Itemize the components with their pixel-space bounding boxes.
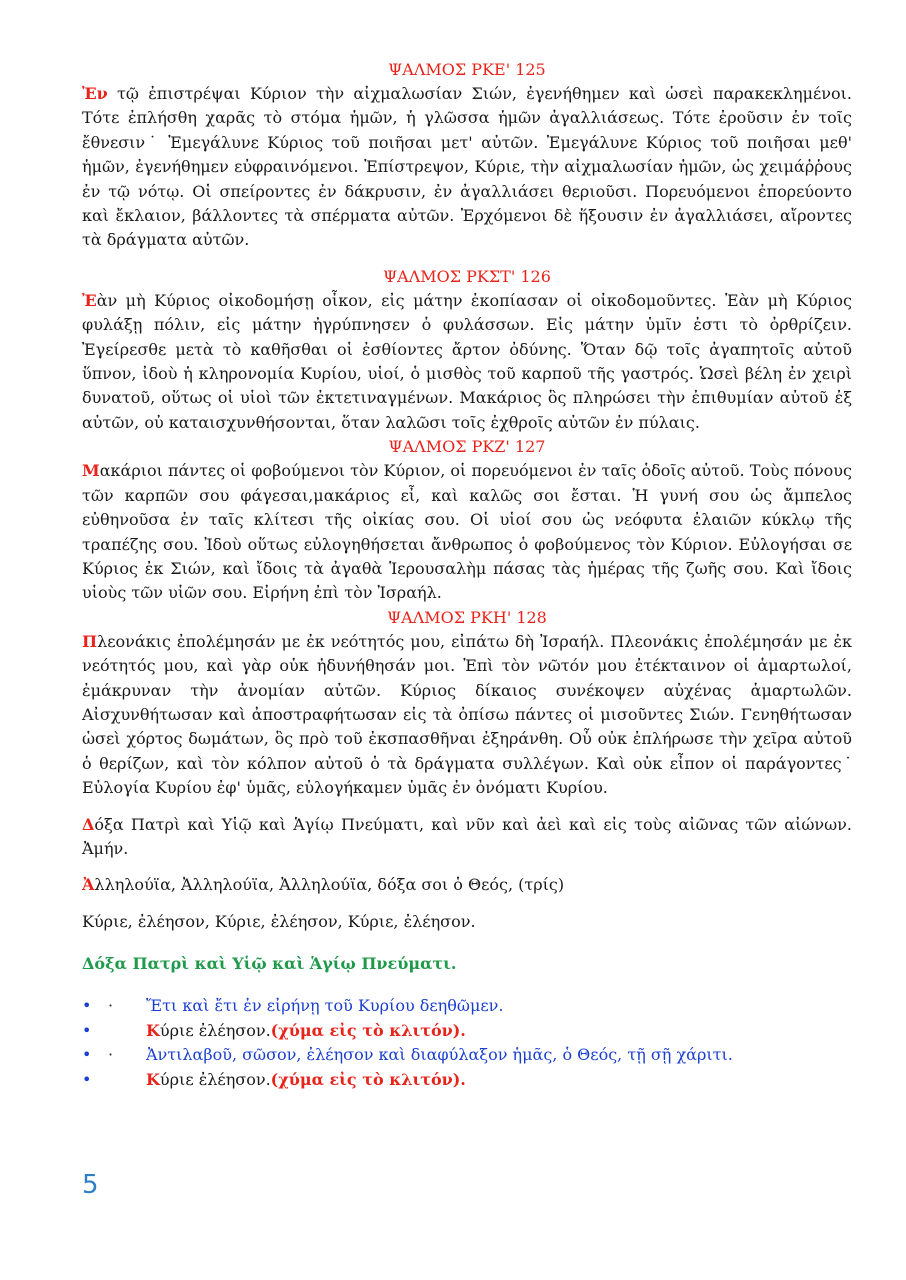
psalm-125-body: τῷ ἐπιστρέψαι Κύριον τὴν αἰχμαλωσίαν Σιών, ἐγενήθημεν καὶ ὡσεὶ παρακεκλημένοι. Τότε ἐπλήσθη χαρᾶς τὸ στόμα ἡμῶν, ἡ γλῶσσα ἡμῶν ἀγαλλιάσεως. Τότε ἐροῦσιν ἐν τοῖς ἔθνεσιν˙ Ἐμεγάλυνε Κύριος τοῦ ποιῆσαι μετ' αὐτῶν. Ἐμεγάλυνε Κύριος τοῦ ποιῆσαι μεθ' ἡμῶν, ἐγενήθημεν εὐφραινόμενοι. Ἐπίστρεψον, Κύριε, τὴν αἰχμαλωσίαν ἡμῶν, ὡς χειμάῤῥους ἐν τῷ νότῳ. Οἱ σπείροντες ἐν δάκρυσιν, ἐν ἀγαλλιάσει θεριοῦσι. Πορευόμενοι ἐπορεύοντο καὶ ἔκλαιον, βάλλοντες τὰ σπέρματα αὐτῶν. Ἐρχόμενοι δὲ ἥξουσιν ἐν ἀγαλλιάσει, αἴροντες τὰ δράγματα αὐτῶν. [82,84,852,250]
psalm-127-text [82,459,852,605]
litany-petition-2 [82,1043,852,1068]
psalm-126-body: ὰν μὴ Κύριος οἰκοδομήσῃ οἶκον, εἰς μάτην ἐκοπίασαν οἱ οἰκοδομοῦντες. Ἐὰν μὴ Κύριος φυλάξῃ πόλιν, εἰς μάτην ἠγρύπνησεν ὁ φυλάσσων. Εἰς μάτην ὑμῖν ἐστι τὸ ὀρθρίζειν. Ἐγείρεσθε μετὰ τὸ καθῆσθαι οἱ ἐσθίοντες ἄρτον ὀδύνης. Ὅταν δῷ τοῖς ἀγαπητοῖς αὐτοῦ ὕπνον, ἰδοὺ ἡ κληρονομία Κυρίου, υἱοί, ὁ μισθὸς τοῦ καρποῦ τῆς γαστρός. Ὡσεὶ βέλη ἐν χειρὶ δυνατοῦ, οὕτως οἱ υἱοὶ τῶν ἐκτετιναγμένων. Μακάριος ὃς πληρώσει τὴν ἐπιθυμίαν αὐτοῦ ἐξ αὐτῶν, οὐ καταισχυνθήσονται, ὅταν λαλῶσι τοῖς ἐχθροῖς αὐτῶν ἐν πύλαις. [82,290,852,432]
psalm-128-body: λεονάκις ἐπολέμησάν με ἐκ νεότητός μου, εἰπάτω δὴ Ἰσραήλ. Πλεονάκις ἐπολέμησάν με ἐκ νεότητός μου, καὶ γὰρ οὐκ ἠδυνήθησάν μοι. Ἐπὶ τὸν νῶτόν μου ἐτέκταινον οἱ ἁμαρτωλοί, ἐμάκρυναν τὴν ἀνομίαν αὐτῶν. Κύριος δίκαιος συνέκοψεν αὐχένας ἁμαρτωλῶν. Αἰσχυνθήτωσαν καὶ ἀποστραφήτωσαν εἰς τὰ ὀπίσω πάντες οἱ μισοῦντες Σιών. Γενηθήτωσαν ὡσεὶ χόρτος δωμάτων, ὃς πρὸ τοῦ ἐκσπασθῆναι ἐξηράνθη. Οὗ οὐκ ἐπλήρωσε τὴν χεῖρα αὐτοῦ ὁ θερίζων, καὶ τὸν κόλπον αὐτοῦ ὁ τὰ δράγματα συλλέγων. Καὶ οὐκ εἶπον οἱ παράγοντες˙ Εὐλογία Κυρίου ἐφ' ὑμᾶς, εὐλογήκαμεν ὑμᾶς ἐν ὀνόματι Κυρίου. [82,631,852,798]
litany-response-1 [82,1019,852,1044]
bullet-icon: • [82,1045,92,1065]
psalm-126-initial: Ἐ [82,290,97,310]
bullet-icon: • [82,996,92,1016]
psalm-128-title: ΨΑΛΜΟΣ ΡΚΗ' 128 [387,607,547,627]
doxology-full [82,813,852,862]
alleluia-body: λληλούϊα, Ἀλληλούϊα, Ἀλληλούϊα, δόξα σοι ὁ Θεός, (τρίς) [94,875,565,895]
petition-text: Ἔτι καὶ ἔτι ἐν εἰρήνῃ τοῦ Κυρίου δεηθῶμεν. [146,996,504,1016]
litany-response-2 [82,1068,852,1093]
response-initial: Κ [146,1069,160,1089]
middle-dot-icon: · [108,1045,114,1065]
document-page [82,58,852,1093]
kyrie-triple-line: Κύριε, ἐλέησον, Κύριε, ἐλέησον, Κύριε, ἐλέησον. [82,911,476,931]
bullet-icon: • [82,1069,92,1089]
psalm-127-initial: Μ [82,461,100,481]
alleluia-line [82,873,852,897]
psalm-125-title: ΨΑΛΜΟΣ ΡΚΕ' 125 [388,60,546,79]
doxology-body: όξα Πατρὶ καὶ Υἱῷ καὶ Ἁγίῳ Πνεύματι, καὶ νῦν καὶ ἀεὶ καὶ εἰς τοὺς αἰῶνας τῶν αἰώνων. Ἀμήν. [82,814,852,858]
bullet-icon: • [82,1020,92,1040]
psalm-127-title: ΨΑΛΜΟΣ ΡΚΖ' 127 [388,437,546,457]
psalm-126-text [82,289,852,435]
doxology-short [82,952,852,976]
litany-list [82,994,852,1092]
response-note: (χύμα εἰς τὸ κλιτόν). [270,1069,466,1089]
psalm-126-title: ΨΑΛΜΟΣ ΡΚΣΤ' 126 [383,266,551,286]
doxology-initial: Δ [82,814,95,834]
response-note: (χύμα εἰς τὸ κλιτόν). [270,1020,466,1040]
alleluia-initial: Ἀ [82,875,95,895]
psalm-128-initial: Π [82,631,98,651]
response-text: ύριε ἐλέησον. [159,1020,271,1040]
page-number: 5 [82,1170,99,1200]
response-initial: Κ [146,1020,160,1040]
middle-dot-icon: · [108,996,114,1016]
response-text: ύριε ἐλέησον. [159,1069,271,1089]
litany-petition-1 [82,994,852,1019]
psalm-125-initial: Ἐν [82,84,108,103]
psalm-127-body: ακάριοι πάντες οἱ φοβούμενοι τὸν Κύριον, οἱ πορευόμενοι ἐν ταῖς ὁδοῖς αὐτοῦ. Τοὺς πόνους τῶν καρπῶν σου φάγεσαι,μακάριος εἶ, καὶ καλῶς σοι ἔσται. Ἡ γυνή σου ὡς ἄμπελος εὐθηνοῦσα ἐν ταῖς κλίτεσι τῆς οἰκίας σου. Οἱ υἱοί σου ὡς νεόφυτα ἐλαιῶν κύκλῳ τῆς τραπέζης σου. Ἰδοὺ οὕτως εὐλογηθήσεται ἄνθρωπος ὁ φοβούμενος τὸν Κύριον. Εὐλογήσαι σε Κύριος ἐκ Σιών, καὶ ἴδοις τὰ ἀγαθὰ Ἱερουσαλὴμ πάσας τὰς ἡμέρας τῆς ζωῆς σου. Καὶ ἴδοις υἱοὺς τῶν υἱῶν σου. Εἰρήνη ἐπὶ τὸν Ἰσραήλ. [82,461,852,603]
psalm-128-text [82,630,852,801]
doxology-short-initial: Δ [82,954,95,974]
doxology-short-body: όξα Πατρὶ καὶ Υἱῷ καὶ Ἁγίῳ Πνεύματι. [94,954,457,974]
psalm-125-text [82,82,852,253]
petition-text: Ἀντιλαβοῦ, σῶσον, ἐλέησον καὶ διαφύλαξον ἡμᾶς, ὁ Θεός, τῇ σῇ χάριτι. [146,1045,733,1065]
